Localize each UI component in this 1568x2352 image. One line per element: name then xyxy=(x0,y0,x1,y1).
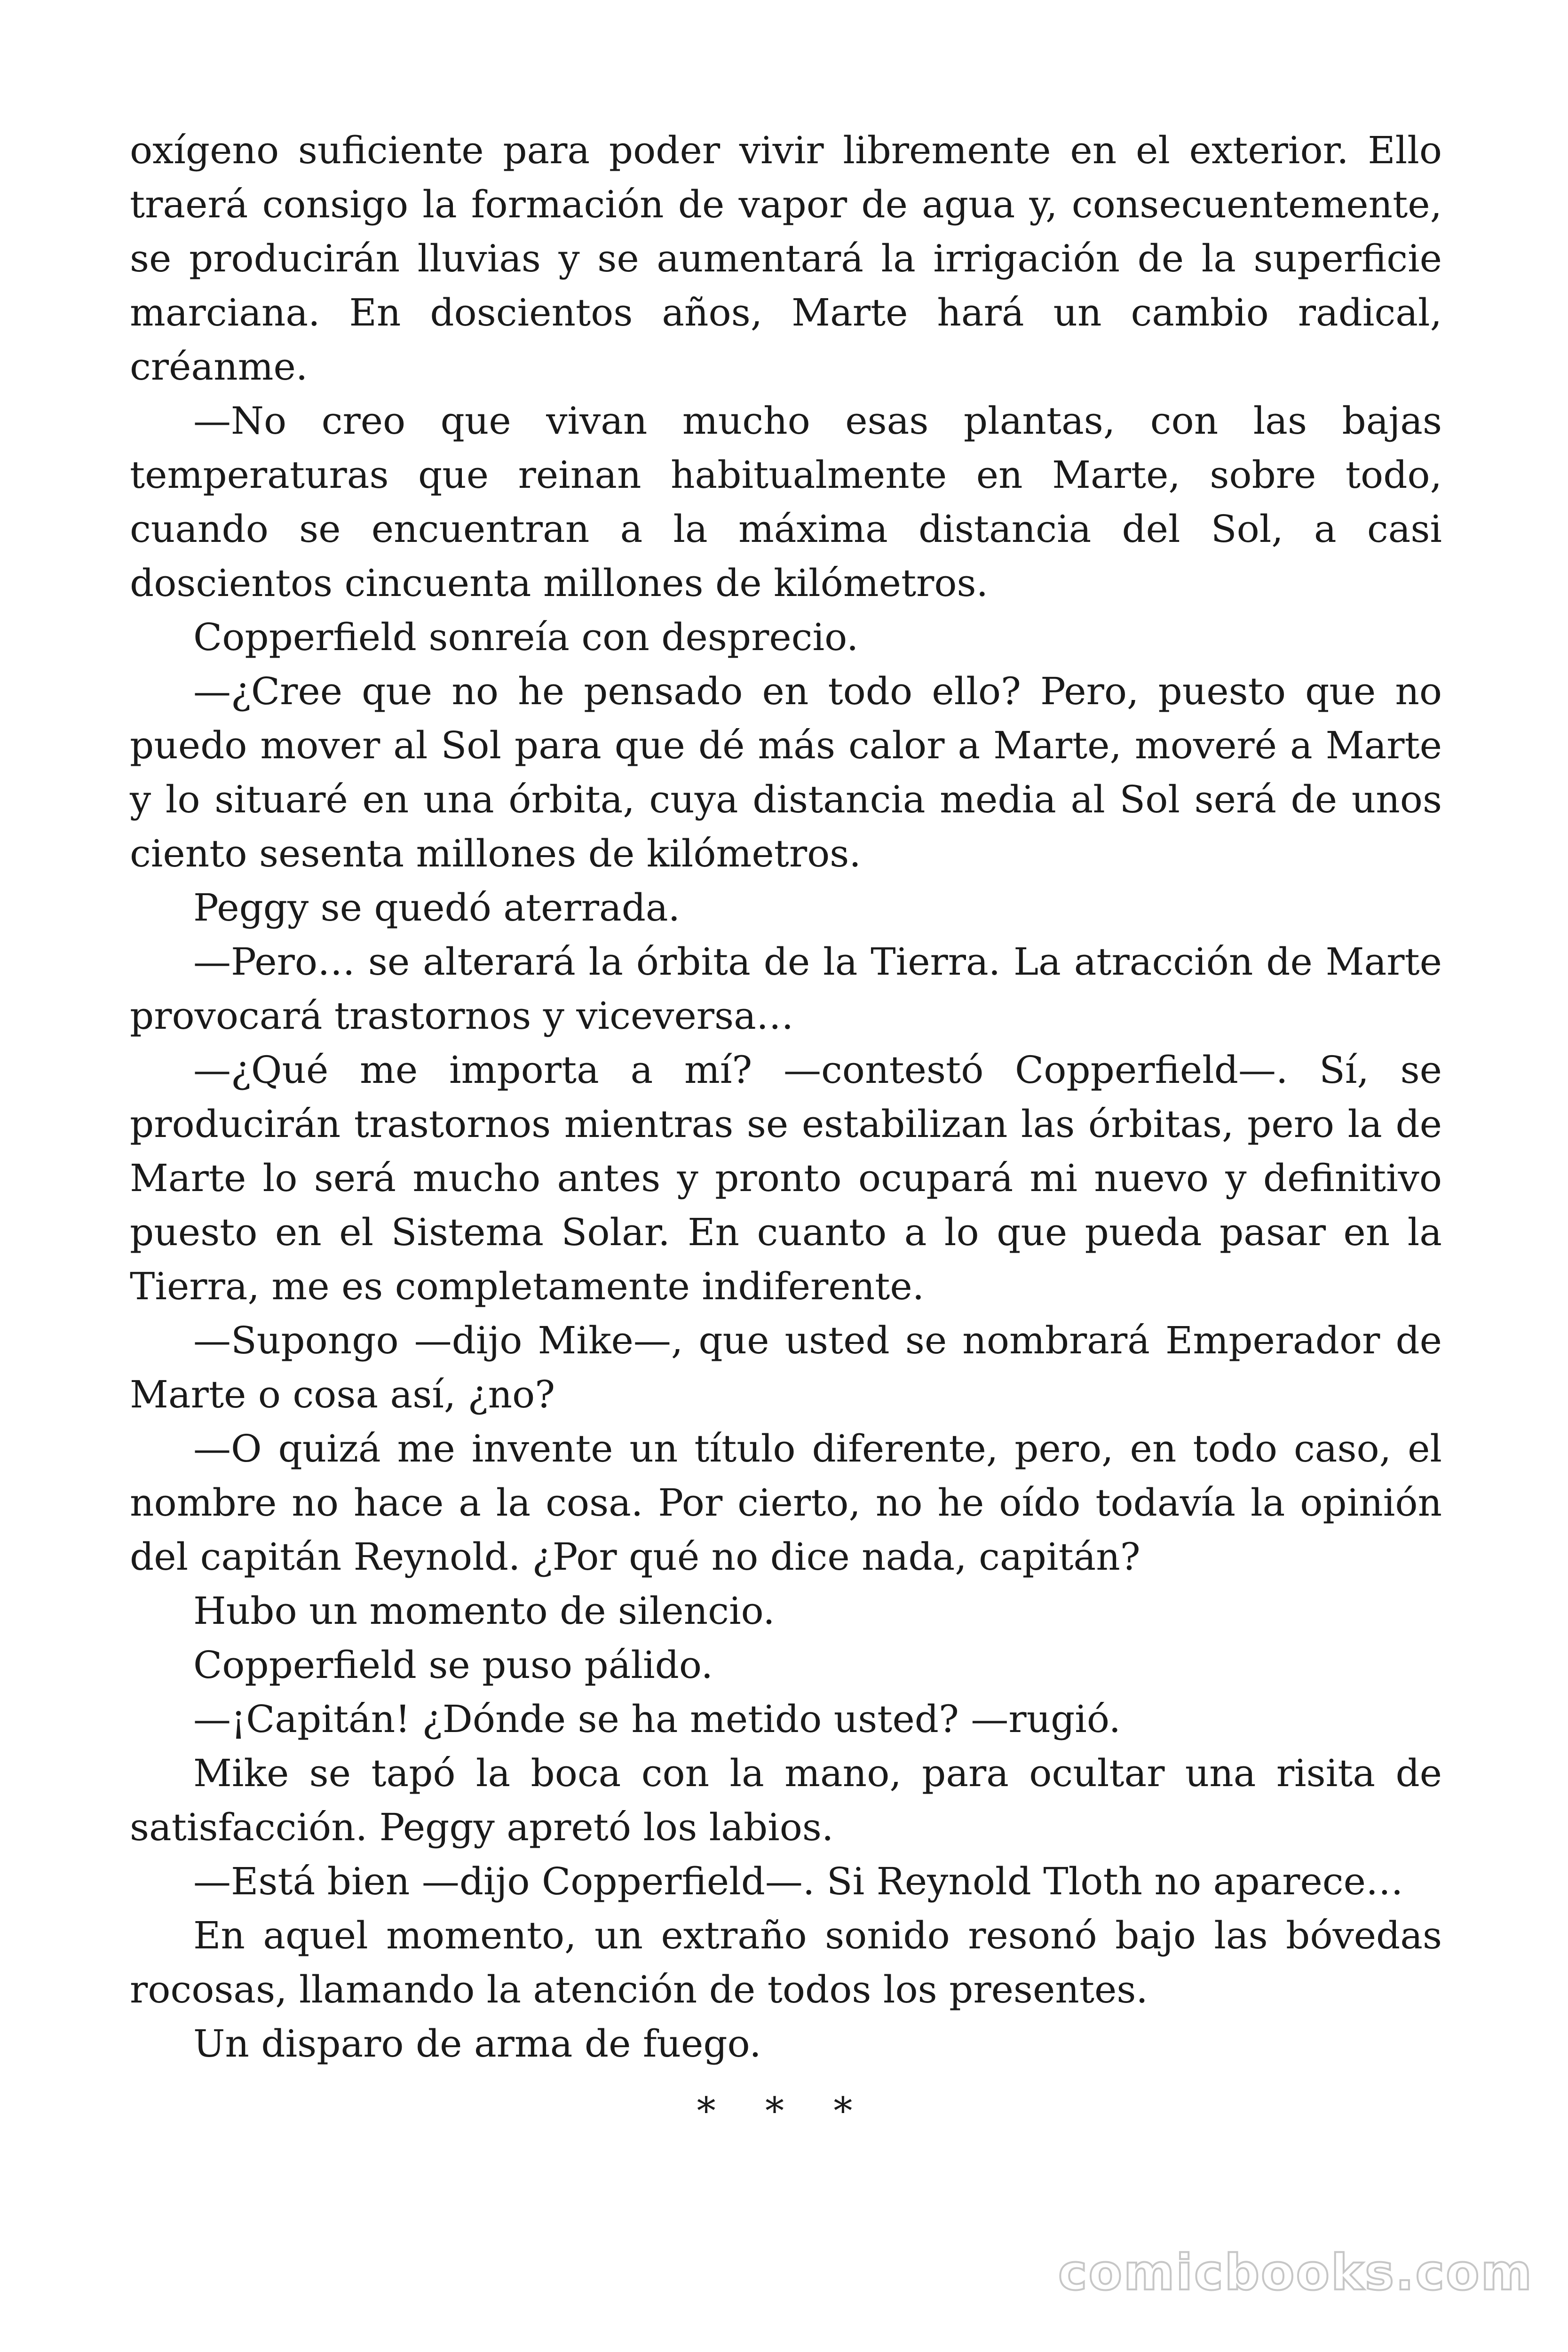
paragraph-9: —O quizá me invente un título diferente, pero, en todo caso, el nombre no hace a la cosa. Por cierto, no he oído todavía la opinión del capitán Reynold. ¿Por qué no dice nada, capitán? xyxy=(130,1427,1442,1579)
paragraph-5: Peggy se quedó aterrada. xyxy=(193,886,681,930)
paragraph-1: oxígeno suficiente para poder vivir libremente en el exterior. Ello traerá consigo la formación de vapor de agua y, consecuentemente, se producirán lluvias y se aumentará la irrigación de la superficie marciana. En doscientos años, Marte hará un cambio radical, créanme. xyxy=(130,128,1442,389)
paragraph-2: —No creo que vivan mucho esas plantas, con las bajas temperaturas que reinan habitualmente en Marte, sobre todo, cuando se encuentran a la máxima distancia del Sol, a casi doscientos cincuenta millones de kilómetros. xyxy=(130,399,1442,605)
paragraph-15: En aquel momento, un extraño sonido resonó bajo las bóvedas rocosas, llamando la atención de todos los presentes. xyxy=(130,1914,1442,2011)
paragraph-6: —Pero… se alterará la órbita de la Tierra. La atracción de Marte provocará trastornos y viceversa… xyxy=(130,940,1442,1038)
paragraph-10: Hubo un momento de silencio. xyxy=(193,1589,775,1633)
watermark: comicbooks.com xyxy=(1058,2244,1533,2301)
paragraph-4: —¿Cree que no he pensado en todo ello? Pero, puesto que no puedo mover al Sol para que dé más calor a Marte, moveré a Marte y lo situaré en una órbita, cuya distancia media al Sol será de unos ciento sesenta millones de kilómetros. xyxy=(130,669,1442,875)
paragraph-12: —¡Capitán! ¿Dónde se ha metido usted? —rugió. xyxy=(193,1697,1121,1741)
paragraph-11: Copperfield se puso pálido. xyxy=(193,1643,713,1687)
paragraph-14: —Está bien —dijo Copperfield—. Si Reynold Tloth no aparece… xyxy=(193,1859,1403,1903)
scene-break: * * * xyxy=(697,2089,871,2133)
page-body xyxy=(130,123,1442,2071)
paragraph-13: Mike se tapó la boca con la mano, para ocultar una risita de satisfacción. Peggy apretó los labios. xyxy=(130,1751,1442,1849)
paragraph-8: —Supongo —dijo Mike—, que usted se nombrará Emperador de Marte o cosa así, ¿no? xyxy=(130,1319,1442,1416)
paragraph-7: —¿Qué me importa a mí? —contestó Copperfield—. Sí, se producirán trastornos mientras se estabilizan las órbitas, pero la de Marte lo será mucho antes y pronto ocupará mi nuevo y definitivo puesto en el Sistema Solar. En cuanto a lo que pueda pasar en la Tierra, me es completamente indiferente. xyxy=(130,1048,1442,1308)
paragraph-3: Copperfield sonreía con desprecio. xyxy=(193,615,859,659)
paragraph-16: Un disparo de arma de fuego. xyxy=(193,2022,761,2066)
